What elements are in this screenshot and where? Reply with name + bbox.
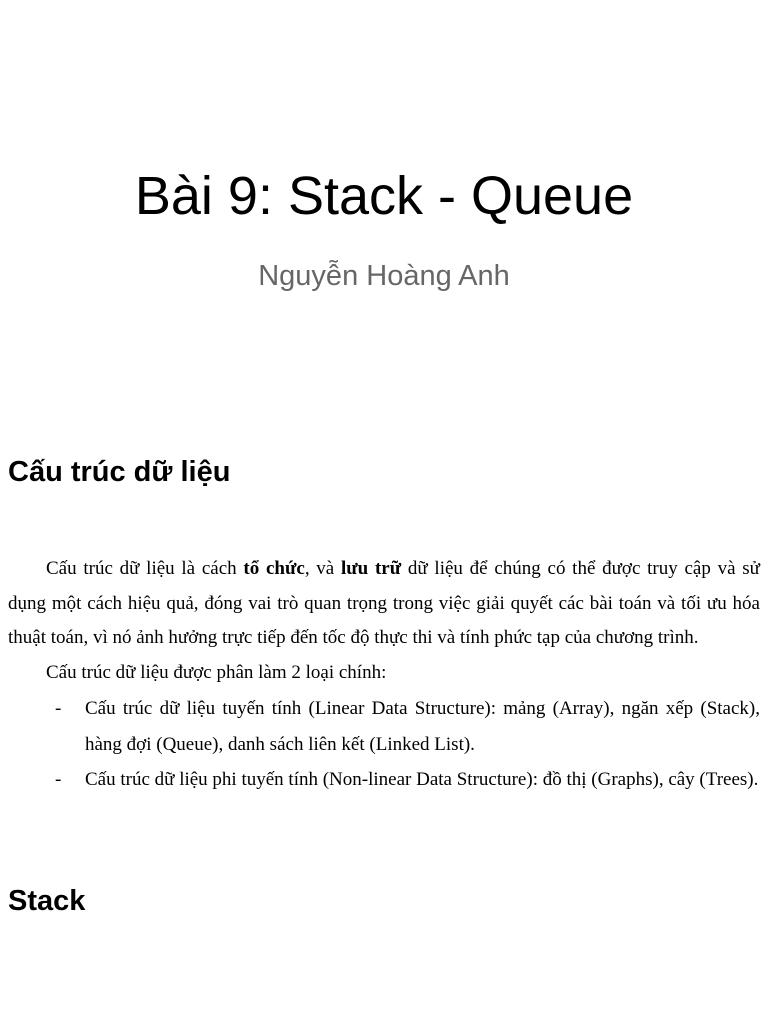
list-item xyxy=(8,762,760,798)
list-item xyxy=(8,691,760,762)
para1-text-3: dữ liệu để chúng có thể được truy cập và sử dụng một cách hiệu quả, đóng vai trò quan trọng trong việc giải quyết các bài toán và tối ưu hóa thuật toán, vì nó ảnh hưởng trực tiếp đến tốc độ thực thi và tính phức tạp của chương trình. xyxy=(8,558,760,649)
document-title: Bài 9: Stack - Queue xyxy=(134,166,634,226)
paragraph-classification: Cấu trúc dữ liệu được phân làm 2 loại chính: xyxy=(46,662,387,683)
list-bullet-dash: - xyxy=(55,698,62,719)
classification-list xyxy=(8,691,760,798)
para1-bold-store: lưu trữ xyxy=(340,558,402,579)
list-item-text: Cấu trúc dữ liệu phi tuyến tính (Non-linear Data Structure): đồ thị (Graphs), cây (Trees). xyxy=(85,769,759,790)
section-heading-data-structures: Cấu trúc dữ liệu xyxy=(8,456,231,488)
list-bullet-dash: - xyxy=(55,769,62,790)
para1-bold-organize: tổ chức xyxy=(243,558,305,579)
paragraph-definition xyxy=(8,552,760,656)
list-item-text: Cấu trúc dữ liệu tuyến tính (Linear Data Structure): mảng (Array), ngăn xếp (Stack), hàng đợi (Queue), danh sách liên kết (Linked List). xyxy=(85,698,760,755)
para1-text-1: Cấu trúc dữ liệu là cách xyxy=(46,558,244,579)
section-heading-stack: Stack xyxy=(8,885,86,917)
para1-text-2: , và xyxy=(304,558,341,579)
document-author: Nguyễn Hoàng Anh xyxy=(258,260,510,292)
